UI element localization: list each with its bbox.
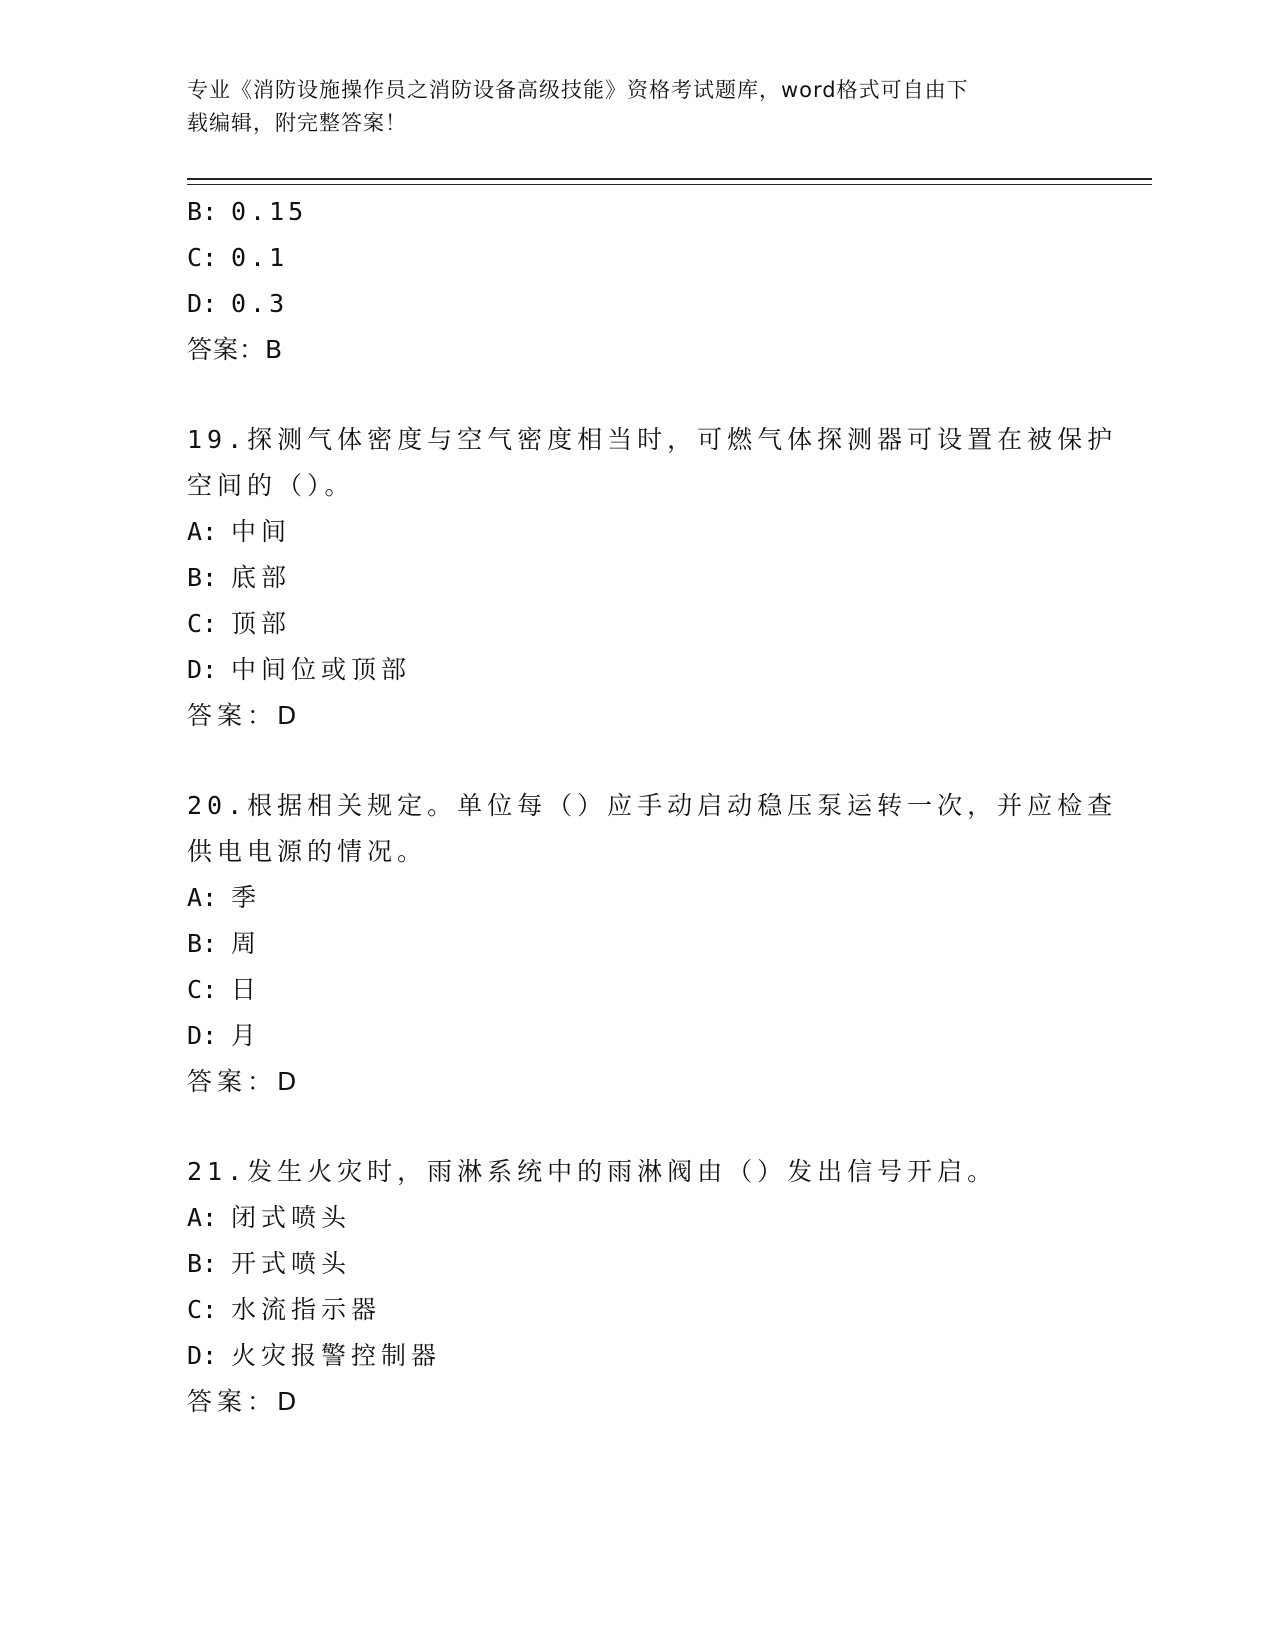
- question-stem: 19.探测气体密度与空气密度相当时，可燃气体探测器可设置在被保护: [187, 425, 1118, 454]
- option-c: C: 0.1: [187, 243, 289, 272]
- option-c: C: 顶部: [187, 609, 292, 638]
- option-b: B: 开式喷头: [187, 1249, 352, 1278]
- question-stem-cont: 供电电源的情况。: [187, 837, 428, 866]
- option-d: D: 中间位或顶部: [187, 655, 412, 684]
- question-21: [187, 1149, 1087, 1425]
- document-header: [187, 74, 1067, 140]
- option-a: A: 闭式喷头: [187, 1203, 352, 1232]
- header-divider-thin: [187, 184, 1152, 185]
- question-list: [187, 189, 1118, 1425]
- header-line-1: 专业《消防设施操作员之消防设备高级技能》资格考试题库，word格式可自由下: [187, 78, 969, 102]
- header-line-2: 载编辑，附完整答案！: [187, 111, 407, 135]
- question-stem: 20.根据相关规定。单位每（）应手动启动稳压泵运转一次，并应检查: [187, 791, 1118, 820]
- question-20: [187, 783, 1118, 1105]
- option-d: D: 火灾报警控制器: [187, 1341, 442, 1370]
- option-c: C: 水流指示器: [187, 1295, 382, 1324]
- answer-line: 答案：D: [187, 701, 302, 730]
- option-d: D: 0.3: [187, 289, 289, 318]
- option-b: B: 底部: [187, 563, 292, 592]
- answer-line: 答案：B: [187, 335, 284, 364]
- answer-line: 答案：D: [187, 1387, 302, 1416]
- header-divider-thick: [187, 178, 1152, 180]
- option-a: A: 中间: [187, 517, 292, 546]
- question-18-continuation: [187, 189, 1087, 373]
- option-d: D: 月: [187, 1021, 262, 1050]
- option-a: A: 季: [187, 883, 262, 912]
- option-b: B: 周: [187, 929, 262, 958]
- answer-line: 答案：D: [187, 1067, 302, 1096]
- option-b: B: 0.15: [187, 197, 308, 226]
- question-stem: 21.发生火灾时，雨淋系统中的雨淋阀由（）发出信号开启。: [187, 1157, 998, 1186]
- question-stem-cont: 空间的（）。: [187, 471, 355, 500]
- option-c: C: 日: [187, 975, 262, 1004]
- question-19: [187, 417, 1118, 739]
